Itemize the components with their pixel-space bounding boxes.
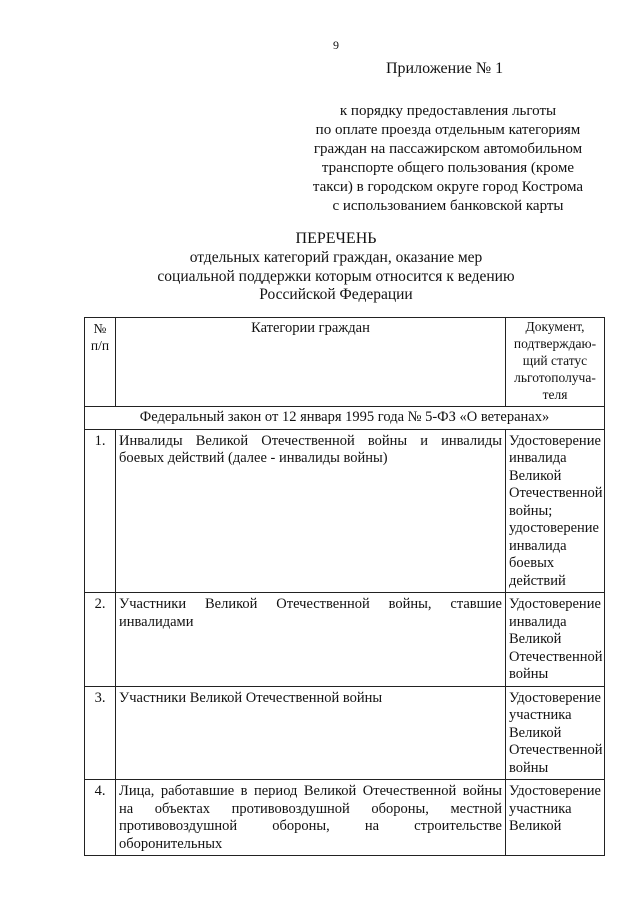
row-category: Участники Великой Отечественной войны xyxy=(116,686,506,780)
list-subtitle-line: социальной поддержки которым относится к ведению xyxy=(157,267,515,285)
table-row xyxy=(85,686,605,780)
table-row xyxy=(85,429,605,593)
row-category: Участники Великой Отечественной войны, ставшие инвалидами xyxy=(116,593,506,687)
list-heading: ПЕРЕЧЕНЬ xyxy=(295,230,377,247)
appendix-subtitle-line: с использованием банковской карты xyxy=(332,198,564,214)
row-number: 3. xyxy=(85,686,116,780)
table-row xyxy=(85,780,605,856)
row-document: Удостоверение инвалида Великой Отечественной войны; удостоверение инвалида боевых действий xyxy=(506,429,605,593)
list-subtitle-line: Российской Федерации xyxy=(259,286,413,303)
header-number: № п/п xyxy=(85,318,116,407)
appendix-subtitle-line: по оплате проезда отдельным категориям xyxy=(315,122,581,138)
appendix-subtitle-line: транспорте общего пользования (кроме xyxy=(321,160,575,176)
appendix-subtitle xyxy=(282,102,614,216)
row-category: Лица, работавшие в период Великой Отечественной войны на объектах противовоздушной обороны, местной противовоздушной обороны, на строительстве оборонительных xyxy=(116,780,506,856)
table-header-row xyxy=(85,318,605,407)
row-number: 4. xyxy=(85,780,116,856)
row-document: Удостоверение участника Великой xyxy=(506,780,605,856)
list-subtitle xyxy=(0,249,640,305)
appendix-subtitle-line: граждан на пассажирском автомобильном xyxy=(313,141,583,157)
row-document: Удостоверение инвалида Великой Отечественной войны xyxy=(506,593,605,687)
table-row xyxy=(85,593,605,687)
list-subtitle-line: отдельных категорий граждан, оказание мер xyxy=(189,249,483,266)
benefits-table xyxy=(84,317,605,856)
row-document: Удостоверение участника Великой Отечественной войны xyxy=(506,686,605,780)
row-number: 1. xyxy=(85,429,116,593)
appendix-subtitle-line: такси) в городском округе город Кострома xyxy=(312,179,584,195)
law-section-row xyxy=(85,407,605,430)
header-category: Категории граждан xyxy=(116,318,506,407)
row-number: 2. xyxy=(85,593,116,687)
page-number: 9 xyxy=(333,38,339,52)
appendix-subtitle-line: к порядку предоставления льготы xyxy=(339,103,557,119)
header-document: Документ, подтверждаю-щий статус льготополуча-теля xyxy=(506,318,605,407)
law-section-title: Федеральный закон от 12 января 1995 года № 5-ФЗ «О ветеранах» xyxy=(85,407,605,430)
row-category: Инвалиды Великой Отечественной войны и инвалиды боевых действий (далее - инвалиды войны) xyxy=(116,429,506,593)
appendix-title: Приложение № 1 xyxy=(386,60,504,77)
